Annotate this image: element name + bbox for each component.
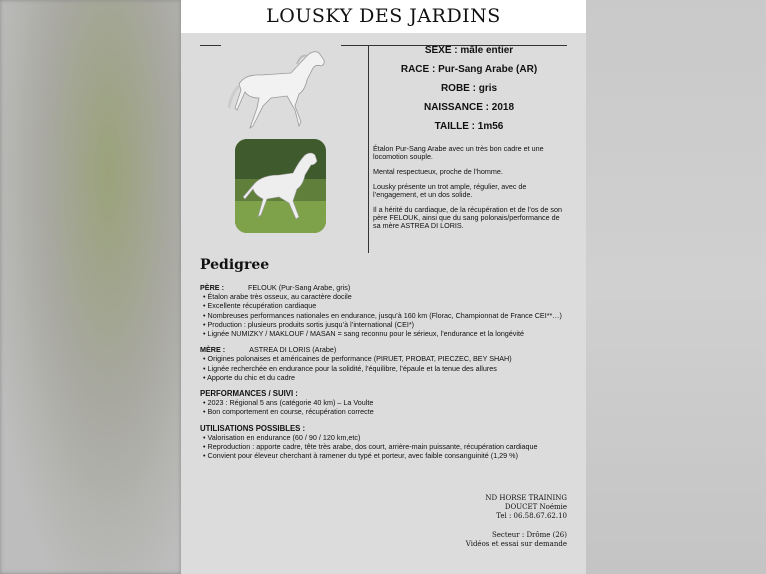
listing-document xyxy=(181,0,586,574)
fact-robe: ROBE : gris xyxy=(440,83,498,94)
contact-company: ND HORSE TRAINING xyxy=(485,494,567,502)
description-paragraph: Il a hérité du cardiaque, de la récupération et de l’os de son père FELOUK, ainsi que du sang polonais/performance de sa mère ASTREA DI LORIS. xyxy=(373,205,562,231)
title-bar xyxy=(181,0,586,33)
pere-value: FELOUK (Pur-Sang Arabe, gris) xyxy=(247,283,351,292)
performances-heading: PERFORMANCES / SUIVI : xyxy=(200,389,298,399)
contact-sector: Secteur : Drôme (26) xyxy=(491,530,567,539)
background-blur-left xyxy=(0,0,181,574)
horse-photo-field[interactable] xyxy=(235,139,326,233)
fact-race: RACE : Pur-Sang Arabe (AR) xyxy=(400,64,538,75)
utilisations-heading: UTILISATIONS POSSIBLES : xyxy=(200,423,306,433)
pere-row xyxy=(200,283,580,292)
pere-bullet: • Étalon arabe très osseux, au caractère docile xyxy=(200,292,580,301)
description-paragraph: Étalon Pur-Sang Arabe avec un très bon cadre et une locomotion souple. xyxy=(373,144,544,161)
description-paragraph: Mental respectueux, proche de l’homme. xyxy=(373,167,503,177)
horse-facts xyxy=(369,44,569,139)
mere-label: MÈRE : xyxy=(200,345,226,355)
performances-bullet: • 2023 : Régional 5 ans (catégorie 40 km) – La Voulte xyxy=(200,398,580,407)
mere-bullet: • Origines polonaises et américaines de performance (PIRUET, PROBAT, PIECZEC, BEY SHAH) xyxy=(200,354,580,363)
utilisations-bullet: • Convient pour éleveur cherchant à ramener du typé et porteur, avec faible consanguinité (1,29 %) xyxy=(200,451,580,460)
fact-sexe: SEXE : mâle entier xyxy=(424,45,514,56)
background-blur-right xyxy=(586,0,766,574)
pere-label: PÈRE : xyxy=(200,283,224,292)
contact-block xyxy=(466,494,567,549)
pere-bullet: • Excellente récupération cardiaque xyxy=(200,301,580,310)
contact-videos: Vidéos et essai sur demande xyxy=(465,539,567,548)
mere-bullet: • Lignée recherchée en endurance pour la solidité, l’équilibre, l’épaule et la tenue des allures xyxy=(200,364,580,373)
pedigree-section xyxy=(200,283,580,460)
horse-photo-side[interactable] xyxy=(221,44,341,136)
description-paragraph: Lousky présente un trot ample, régulier, avec de l’engagement, et un dos solide. xyxy=(373,182,527,200)
contact-phone[interactable]: Tel : 06.58.67.62.10 xyxy=(496,512,567,521)
description xyxy=(373,145,568,237)
fact-naissance: NAISSANCE : 2018 xyxy=(423,102,515,113)
fact-taille: TAILLE : 1m56 xyxy=(434,121,504,132)
pere-bullet: • Lignée NUMIZKY / MAKLOUF / MASAN = sang reconnu pour le sérieux, l’endurance et la longévité xyxy=(200,329,580,338)
mere-value: ASTREA DI LORIS (Arabe) xyxy=(249,345,337,355)
pere-bullet: • Production : plusieurs produits sortis jusqu’à l’international (CEI*) xyxy=(200,320,580,329)
mere-row xyxy=(200,345,580,354)
pedigree-heading: Pedigree xyxy=(200,257,270,273)
utilisations-bullet: • Valorisation en endurance (60 / 90 / 120 km,etc) xyxy=(200,433,580,442)
mere-bullet: • Apporte du chic et du cadre xyxy=(200,373,580,382)
performances-bullet: • Bon comportement en course, récupération correcte xyxy=(200,407,580,416)
pere-bullet: • Nombreuses performances nationales en endurance, jusqu’à 160 km (Florac, Championnat de France CEI**…) xyxy=(200,311,580,320)
utilisations-bullet: • Reproduction : apporte cadre, tête très arabe, dos court, arrière-main puissante, récupération cardiaque xyxy=(200,442,580,451)
page-title: LOUSKY DES JARDINS xyxy=(266,5,501,27)
contact-name: DOUCET Noémie xyxy=(504,503,567,512)
